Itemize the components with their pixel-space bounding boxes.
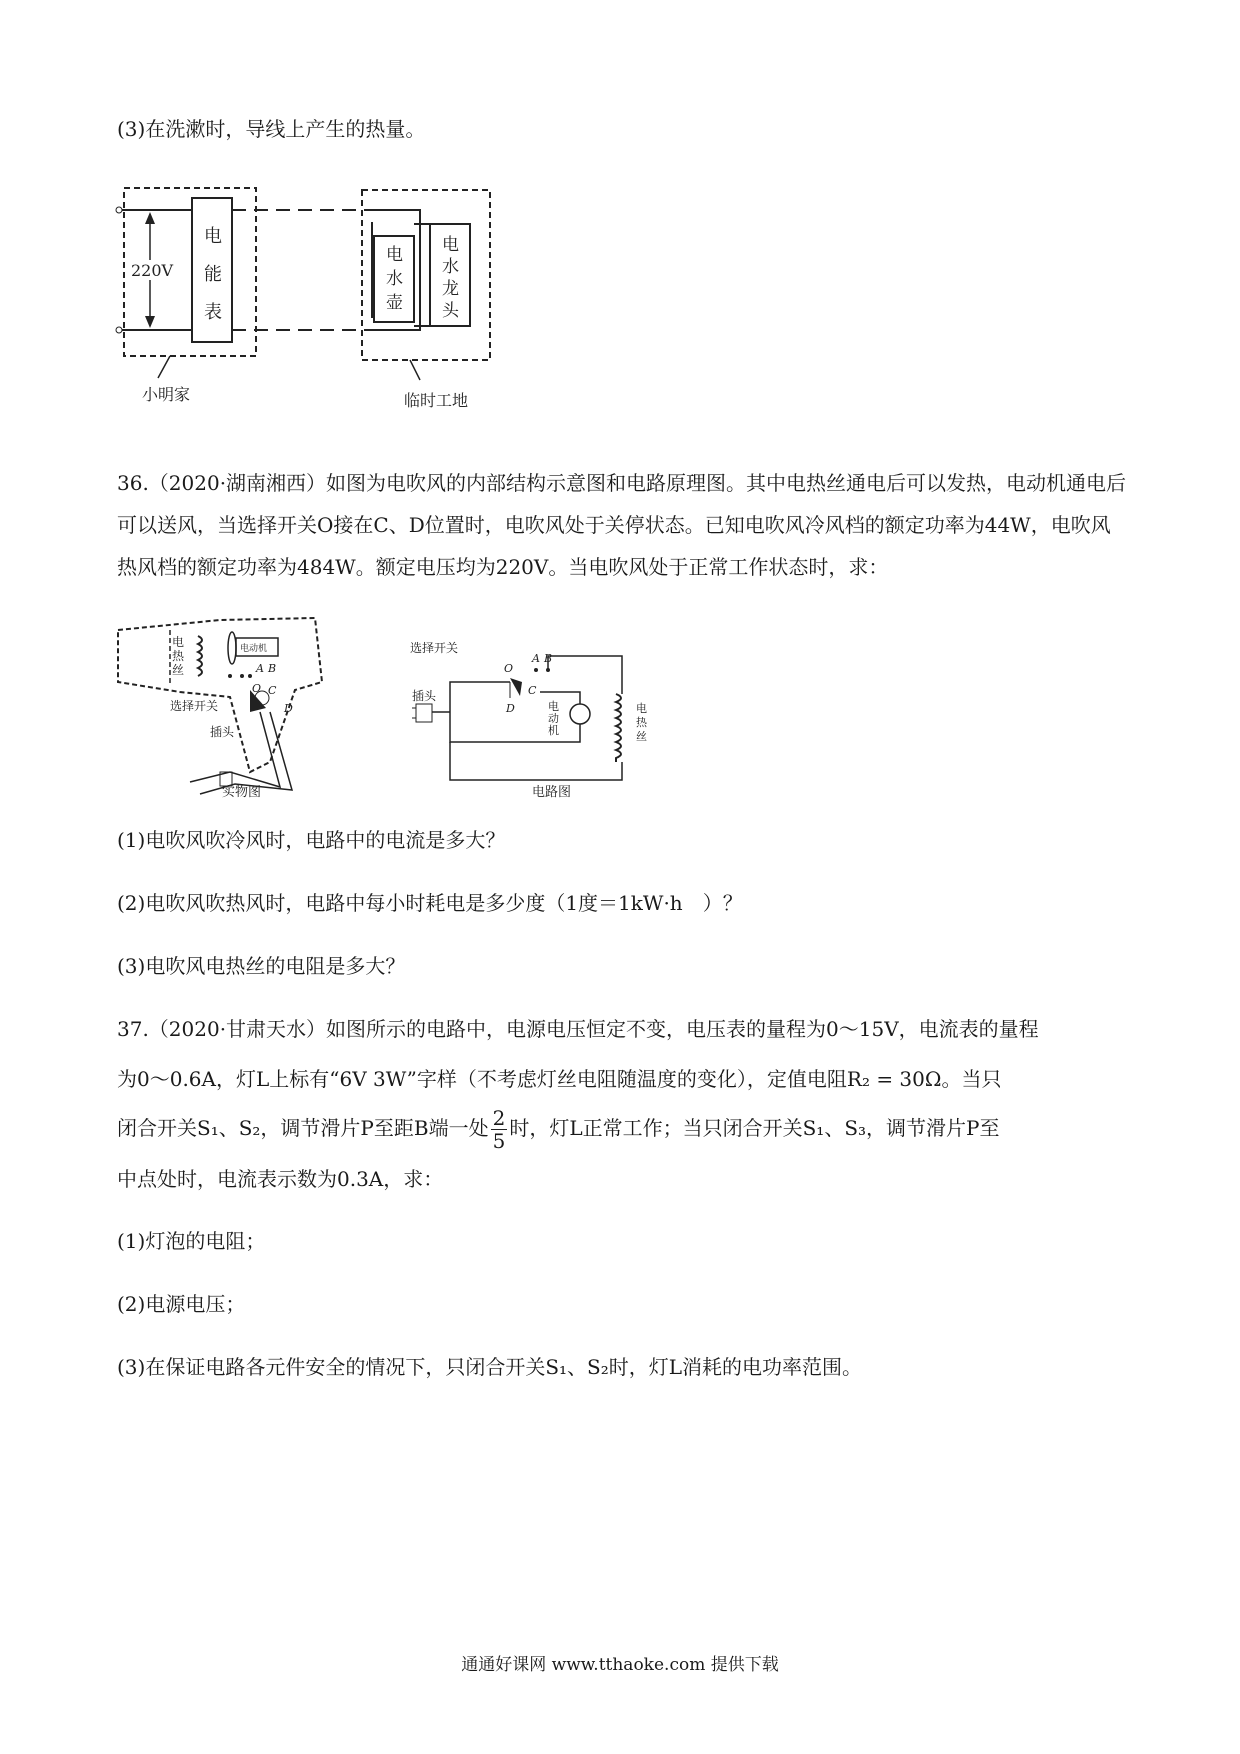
q37-line4: 中点处时，电流表示数为0.3A，求： <box>117 1167 444 1191</box>
q37-line3 <box>117 1104 1127 1152</box>
circuit-letter-o: O <box>504 662 514 675</box>
circuit-switch-label: 选择开关 <box>410 641 459 655</box>
real-caption: 实物图 <box>222 785 262 800</box>
label-site: 临时工地 <box>404 391 469 410</box>
q37-line3-b: 时，灯L正常工作；当只闭合开关S₁、S₃，调节滑片P至 <box>509 1116 1000 1140</box>
circuit-motor-1: 电 <box>548 700 559 713</box>
voltage-label: 220V <box>131 261 174 280</box>
fraction-numerator: 2 <box>492 1106 506 1130</box>
q35-part3: (3)在洗漱时，导线上产生的热量。 <box>117 117 426 141</box>
circuit-caption: 电路图 <box>532 785 572 800</box>
figure-meter-circuit <box>110 180 510 415</box>
real-letter-o: O <box>252 682 262 695</box>
real-letter-a: A <box>256 662 264 675</box>
circuit-heater-3: 丝 <box>636 730 647 743</box>
circuit-heater-1: 电 <box>636 702 647 715</box>
circuit-motor-3: 机 <box>548 724 559 737</box>
faucet-char-1: 电 <box>442 235 459 255</box>
circuit-plug-label: 插头 <box>412 689 437 703</box>
figure-hairdryer-real <box>110 612 340 802</box>
q36-stem: 36.（2020·湖南湘西）如图为电吹风的内部结构示意图和电路原理图。其中电热丝通电后可以发热，电动机通电后可以送风，当选择开关O接在C、D位置时，电吹风处于关停状态。已知电吹风冷风档的额定功率为44W，电吹风热风档的额定功率为484W。额定电压均为220V。当电吹风处于正常工作状态时，求： <box>117 471 1127 579</box>
q36-part1: (1)电吹风吹冷风时，电路中的电流是多大？ <box>117 828 506 852</box>
fraction <box>491 1107 508 1152</box>
real-letter-d: D <box>284 702 293 715</box>
circuit-letter-a: A <box>532 652 540 665</box>
meter-char-2: 能 <box>204 264 222 285</box>
circuit-letter-c: C <box>528 684 537 697</box>
svg-text:电动机: 电动机 <box>240 644 268 654</box>
page-footer: 通通好课网 www.tthaoke.com 提供下载 <box>461 1655 779 1675</box>
faucet-char-4: 头 <box>442 301 459 321</box>
circuit-letter-b: B <box>544 652 553 665</box>
meter-char-3: 表 <box>204 302 222 323</box>
faucet-char-3: 龙 <box>442 279 459 299</box>
kettle-char-2: 水 <box>386 269 403 289</box>
meter-char-1: 电 <box>204 226 222 247</box>
real-plug-label: 插头 <box>210 725 235 739</box>
q37-part1: (1)灯泡的电阻； <box>117 1229 266 1253</box>
real-letter-c: C <box>268 684 277 697</box>
real-heater-1: 电 <box>172 635 185 649</box>
kettle-char-3: 壶 <box>386 293 403 313</box>
fraction-denominator: 5 <box>492 1129 506 1153</box>
circuit-letter-d: D <box>506 702 515 715</box>
label-home: 小明家 <box>142 385 191 404</box>
real-heater-3: 丝 <box>172 663 185 677</box>
figure-hairdryer-circuit <box>410 612 670 802</box>
q37-line2: 为0～0.6A，灯L上标有“6V 3W”字样（不考虑灯丝电阻随温度的变化），定值电阻R₂ = 30Ω。当只 <box>117 1067 1002 1091</box>
q37-line1: 37.（2020·甘肃天水）如图所示的电路中，电源电压恒定不变，电压表的量程为0～15V，电流表的量程 <box>117 1017 1039 1041</box>
q37-part2: (2)电源电压； <box>117 1292 246 1316</box>
q37-part3: (3)在保证电路各元件安全的情况下，只闭合开关S₁、S₂时，灯L消耗的电功率范围。 <box>117 1355 863 1379</box>
circuit-heater-2: 热 <box>636 716 647 729</box>
q36-part2: (2)电吹风吹热风时，电路中每小时耗电是多少度（1度＝1kW·h ）？ <box>117 891 743 915</box>
circuit-motor-2: 动 <box>548 712 559 725</box>
real-letter-b: B <box>268 662 277 675</box>
real-switch-label: 选择开关 <box>170 699 219 713</box>
kettle-char-1: 电 <box>386 245 403 265</box>
q37-line3-a: 闭合开关S₁、S₂，调节滑片P至距B端一处 <box>117 1116 489 1140</box>
real-heater-2: 热 <box>172 649 185 663</box>
q36-part3: (3)电吹风电热丝的电阻是多大？ <box>117 954 406 978</box>
faucet-char-2: 水 <box>442 257 459 277</box>
